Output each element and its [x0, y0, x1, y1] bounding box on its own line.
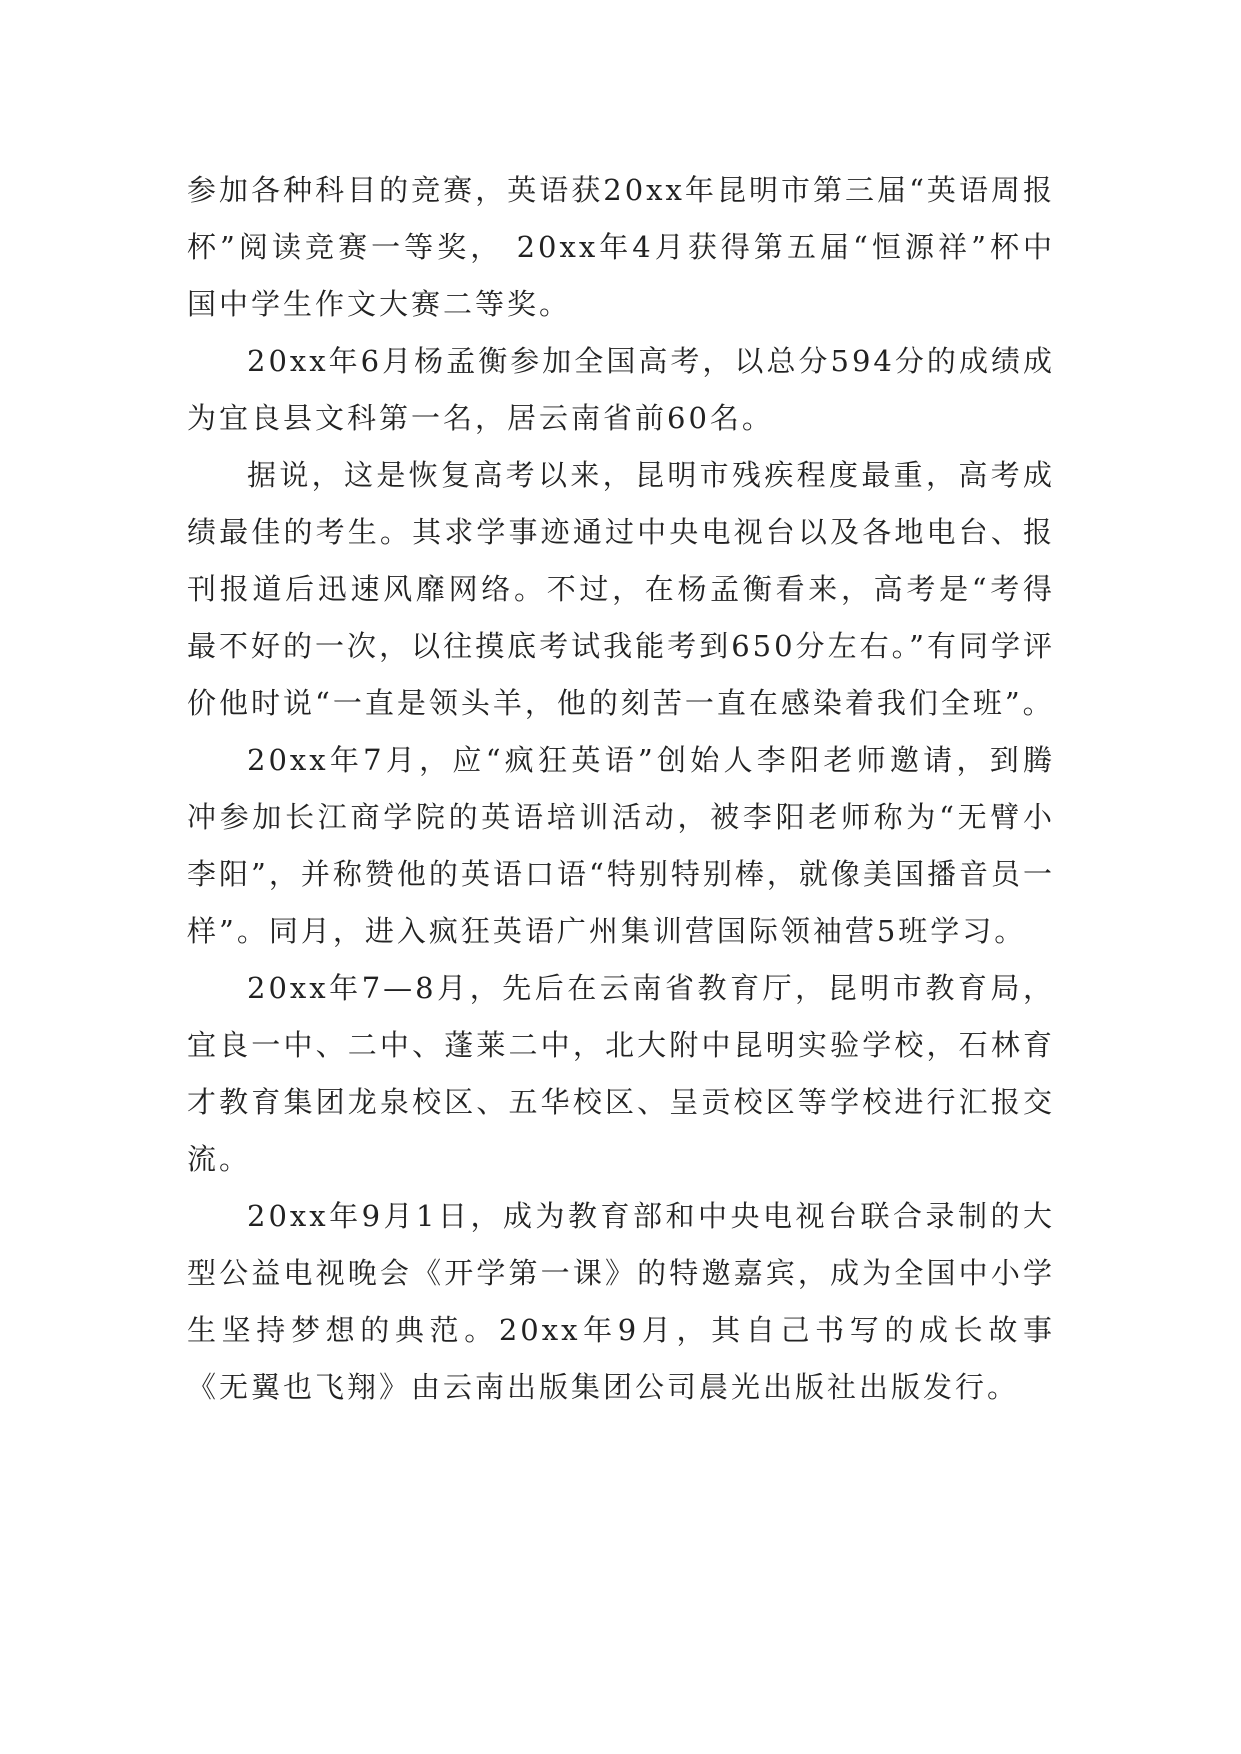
paragraph-first-lesson: 20xx年9月1日，成为教育部和中央电视台联合录制的大型公益电视晚会《开学第一课》的特邀嘉宾，成为全国中小学生坚持梦想的典范。20xx年9月，其自己书写的成长故事《无翼也飞翔》由云南出版集团公司晨光出版社出版发行。: [187, 1199, 1055, 1404]
paragraph-crazy-english: 20xx年7月，应“疯狂英语”创始人李阳老师邀请，到腾冲参加长江商学院的英语培训活动，被李阳老师称为“无臂小李阳”，并称赞他的英语口语“特别特别棒，就像美国播音员一样”。同月，进入疯狂英语广州集训营国际领袖营5班学习。: [187, 743, 1055, 948]
paragraph-continuation: 参加各种科目的竞赛，英语获20xx年昆明市第三届“英语周报杯”阅读竞赛一等奖， 20xx年4月获得第五届“恒源祥”杯中国中学生作文大赛二等奖。: [187, 173, 1055, 321]
paragraph-reported: 据说，这是恢复高考以来，昆明市残疾程度最重，高考成绩最佳的考生。其求学事迹通过中央电视台以及各地电台、报刊报道后迅速风靡网络。不过，在杨孟衡看来，高考是“考得最不好的一次，以往摸底考试我能考到650分左右。”有同学评价他时说“一直是领头羊，他的刻苦一直在感染着我们全班”。: [187, 458, 1055, 720]
document-body: [187, 162, 1055, 1416]
paragraph-reports-exchange: 20xx年7—8月，先后在云南省教育厅，昆明市教育局，宜良一中、二中、蓬莱二中，北大附中昆明实验学校，石林育才教育集团龙泉校区、五华校区、呈贡校区等学校进行汇报交流。: [187, 971, 1055, 1176]
paragraph-exam-result: 20xx年6月杨孟衡参加全国高考，以总分594分的成绩成为宜良县文科第一名，居云南省前60名。: [187, 344, 1055, 435]
